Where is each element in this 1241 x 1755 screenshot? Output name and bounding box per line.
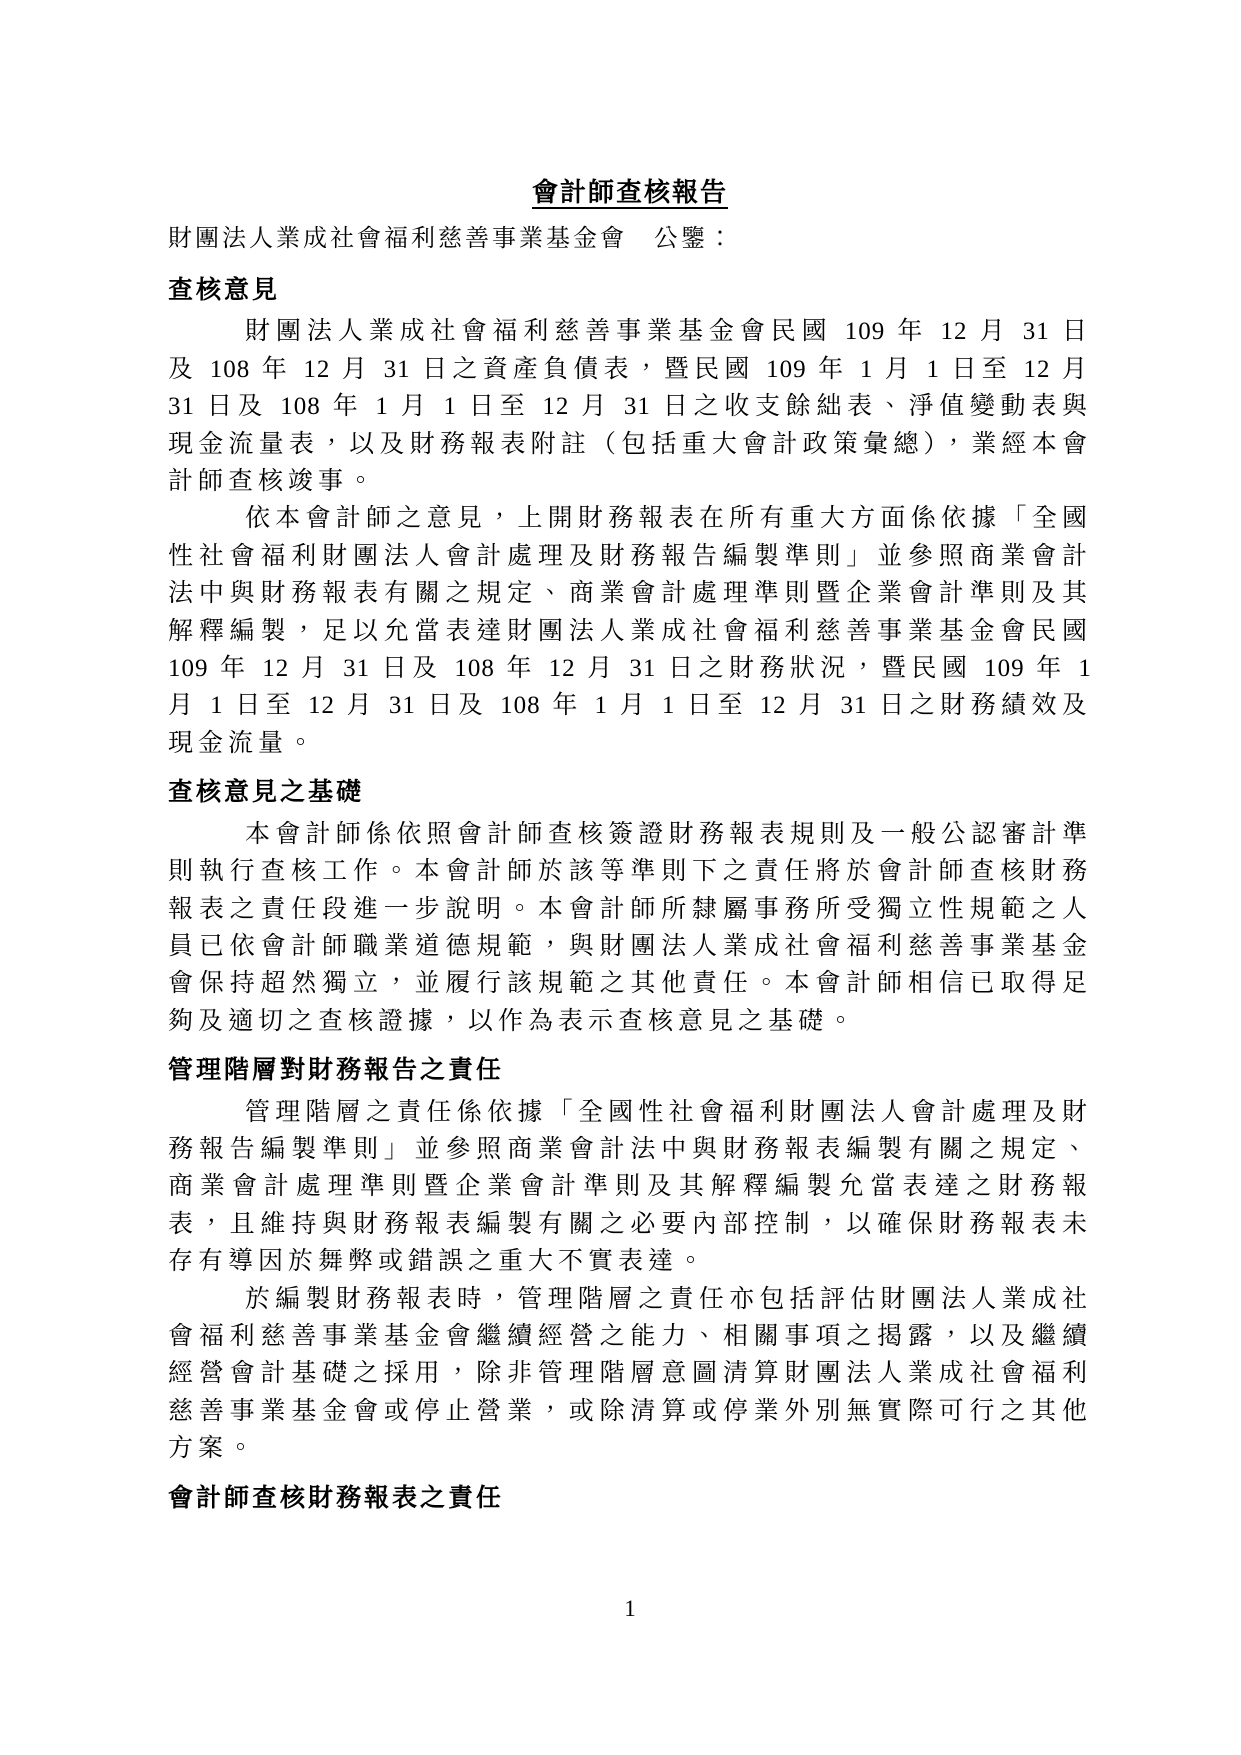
- numeral: 31: [383, 355, 411, 383]
- numeral: 31: [840, 692, 868, 720]
- numeral: 1: [926, 355, 941, 383]
- numeral: 109: [168, 655, 209, 683]
- section-heading: 會計師查核財務報表之責任: [168, 1484, 505, 1512]
- numeral: 12: [940, 318, 968, 346]
- page-number: 1: [624, 1596, 636, 1621]
- numeral: 31: [168, 393, 195, 421]
- numeral: 1: [1078, 655, 1092, 683]
- numeral: 108: [280, 393, 321, 421]
- numeral: 12: [307, 692, 335, 720]
- numeral: 109: [844, 318, 886, 346]
- numeral: 12: [303, 355, 331, 383]
- numeral: 1: [210, 692, 224, 720]
- section-heading: 管理階層對財務報告之責任: [168, 1057, 505, 1085]
- numeral: 109: [984, 655, 1025, 683]
- document-content: [168, 172, 1092, 1521]
- paragraph: 管理階層之責任係依據「全國性社會福利財團法人會計處理及財務報告編製準則」並參照商業會計法中與財務報表編製有關之規定、商業會計處理準則暨企業會計準則及其解釋編製允當表達之財務報表，且維持與財務報表編製有關之必要內部控制，以確保財務報表未存有導因於舞弊或錯誤之重大不實表達。: [168, 1098, 1092, 1276]
- numeral: 31: [623, 393, 651, 421]
- section-heading: 查核意見: [168, 277, 281, 304]
- numeral: 12: [1023, 355, 1051, 383]
- numeral: 12: [759, 692, 787, 720]
- document-body: [168, 272, 1092, 1517]
- numeral: 108: [209, 355, 251, 383]
- document-title-text: 會計師查核報告: [531, 178, 728, 207]
- document-title: [168, 172, 1092, 214]
- numeral: 1: [661, 692, 676, 720]
- numeral: 1: [594, 692, 608, 720]
- paragraph: 於編製財務報表時，管理階層之責任亦包括評估財團法人業成社會福利慈善事業基金會繼續經營之能力、相關事項之揭露，以及繼續經營會計基礎之採用，除非管理階層意圖清算財團法人業成社會福利慈善事業基金會或停止營業，或除清算或停業外別無實際可行之其他方案。: [168, 1285, 1092, 1463]
- addressee-line: 財團法人業成社會福利慈善事業基金會 公鑒：: [168, 226, 735, 252]
- paragraph: 依本會計師之意見，上開財務報表在所有重大方面係依據「全國性社會福利財團法人會計處理及財務報告編製準則」並參照商業會計法中與財務報表有關之規定、商業會計處理準則暨企業會計準則及其解釋編製，足以允當表達財團法人業成社會福利慈善事業基金會民國 109 年 12 月 31 日及 108 年 12 月 31 日之財務狀況，暨民國 109 年 1 月 1 日至 12 月 31 日及 108 年 1 月 1 日至 12 月 31 日之財務績效及現金流量。: [168, 505, 1092, 757]
- numeral: 108: [454, 655, 495, 683]
- numeral: 31: [388, 692, 416, 720]
- numeral: 12: [548, 655, 576, 683]
- numeral: 31: [1022, 318, 1050, 346]
- paragraph: 財團法人業成社會福利慈善事業基金會民國 109 年 12 月 31 日及 108 年 12 月 31 日之資產負債表，暨民國 109 年 1 月 1 日至 12 月 31 日及 108 年 1 月 1 日至 12 月 31 日之收支餘絀表、淨值變動表與現金流量表，以及財務報表附註（包括重大會計政策彙總），業經本會計師查核竣事。: [168, 318, 1092, 496]
- numeral: 31: [343, 655, 371, 683]
- section-heading: 查核意見之基礎: [168, 779, 365, 807]
- numeral: 1: [859, 355, 874, 383]
- paragraph: 本會計師係依照會計師查核簽證財務報表規則及一般公認審計準則執行查核工作。本會計師於該等準則下之責任將於會計師查核財務報表之責任段進一步說明。本會計師所隸屬事務所受獨立性規範之人員已依會計師職業道德規範，與財團法人業成社會福利慈善事業基金會保持超然獨立，並履行該規範之其他責任。本會計師相信已取得足夠及適切之查核證據，以作為表示查核意見之基礎。: [168, 820, 1092, 1035]
- numeral: 31: [629, 655, 657, 683]
- numeral: 1: [443, 393, 458, 421]
- numeral: 109: [766, 355, 807, 383]
- numeral: 108: [500, 692, 541, 720]
- numeral: 1: [375, 393, 389, 421]
- numeral: 12: [262, 655, 290, 683]
- numeral: 12: [542, 393, 570, 421]
